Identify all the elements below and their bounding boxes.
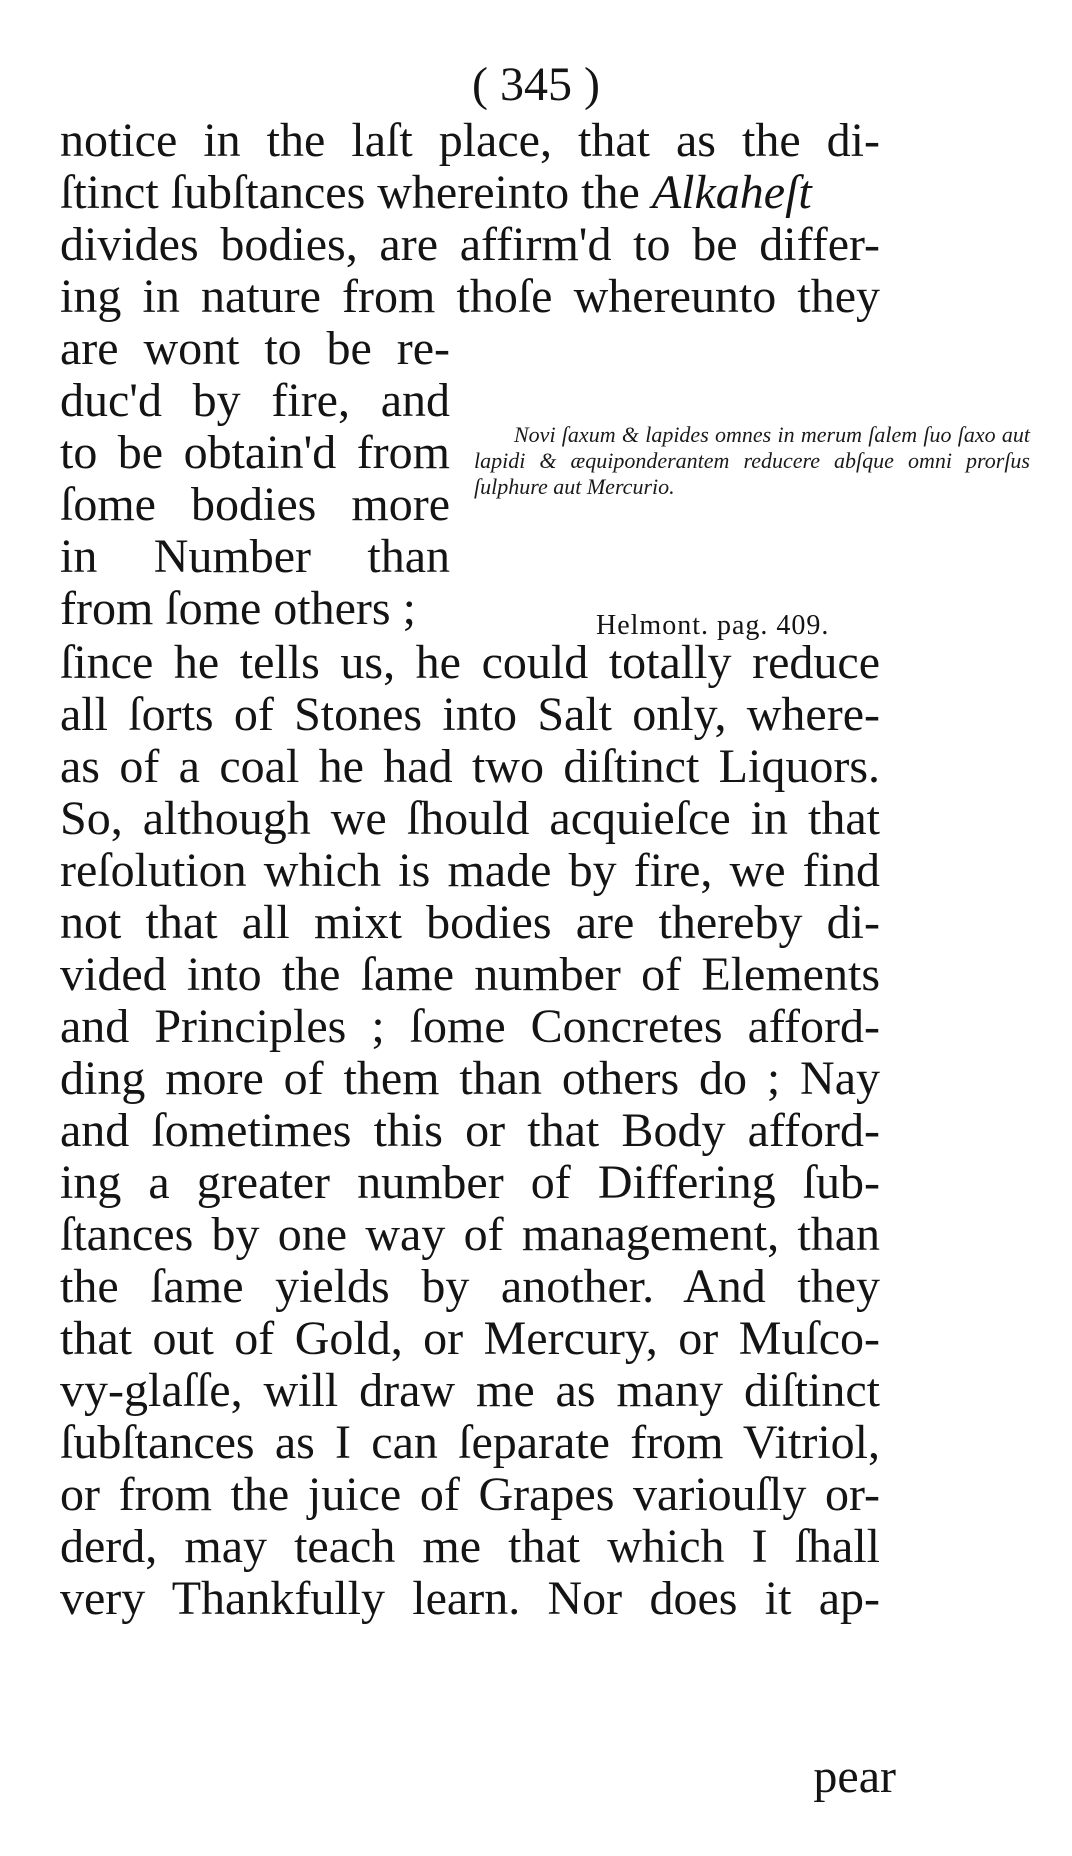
text-line: divides bodies, are affirm'd to be differ- bbox=[60, 218, 880, 271]
text-line: the ſame yields by another. And they bbox=[60, 1260, 880, 1313]
text-line: ſtances by one way of management, than bbox=[60, 1208, 880, 1261]
text-line: derd, may teach me that which I ſhall bbox=[60, 1520, 880, 1573]
text-line: ing a greater number of Differing ſub- bbox=[60, 1156, 880, 1209]
text-line: vided into the ſame number of Elements bbox=[60, 948, 880, 1001]
text-line: vy-glaſſe, will draw me as many diſtinct bbox=[60, 1364, 880, 1417]
text-line: ſome bodies more bbox=[60, 478, 450, 531]
text-line: all ſorts of Stones into Salt only, where- bbox=[60, 688, 880, 741]
text-line: ſince he tells us, he could totally reduce bbox=[60, 636, 880, 689]
text-line: ding more of them than others do ; Nay bbox=[60, 1052, 880, 1105]
text-line: So, although we ſhould acquieſce in that bbox=[60, 792, 880, 845]
text-line-part: ſtinct ſubſtances whereinto the bbox=[60, 166, 640, 219]
text-line: ſubſtances as I can ſeparate from Vitriol, bbox=[60, 1416, 880, 1469]
text-line: notice in the laſt place, that as the di- bbox=[60, 114, 880, 167]
text-line: very Thankfully learn. Nor does it ap- bbox=[60, 1572, 880, 1625]
text-line: are wont to be re- bbox=[60, 322, 450, 375]
text-line: in Number than bbox=[60, 530, 450, 583]
marginal-note bbox=[474, 422, 1030, 500]
page-number: ( 345 ) bbox=[472, 58, 600, 111]
text-line: and ſometimes this or that Body afford- bbox=[60, 1104, 880, 1157]
text-line: or from the juice of Grapes variouſly or- bbox=[60, 1468, 880, 1521]
text-line: that out of Gold, or Mercury, or Muſco- bbox=[60, 1312, 880, 1365]
alkahest-word: Alkaheſt bbox=[651, 166, 812, 219]
marginal-note-text: Novi ſaxum & lapides omnes in merum ſalem ſuo ſaxo aut lapidi & æquiponderantem reducere abſque omni prorſus ſulphure aut Mercurio. bbox=[474, 422, 1030, 499]
text-line bbox=[60, 166, 880, 220]
text-line: not that all mixt bodies are thereby di- bbox=[60, 896, 880, 949]
marginal-note-source: Helmont. pag. 409. bbox=[596, 610, 830, 641]
text-line: duc'd by fire, and bbox=[60, 374, 450, 427]
text-line: from ſome others ; bbox=[60, 582, 416, 635]
text-line: reſolution which is made by fire, we find bbox=[60, 844, 880, 897]
text-line: as of a coal he had two diſtinct Liquors. bbox=[60, 740, 880, 793]
text-line: to be obtain'd from bbox=[60, 426, 450, 479]
text-line: and Principles ; ſome Concretes afford- bbox=[60, 1000, 880, 1053]
text-line: ing in nature from thoſe whereunto they bbox=[60, 270, 880, 323]
catchword: pear bbox=[813, 1750, 896, 1803]
